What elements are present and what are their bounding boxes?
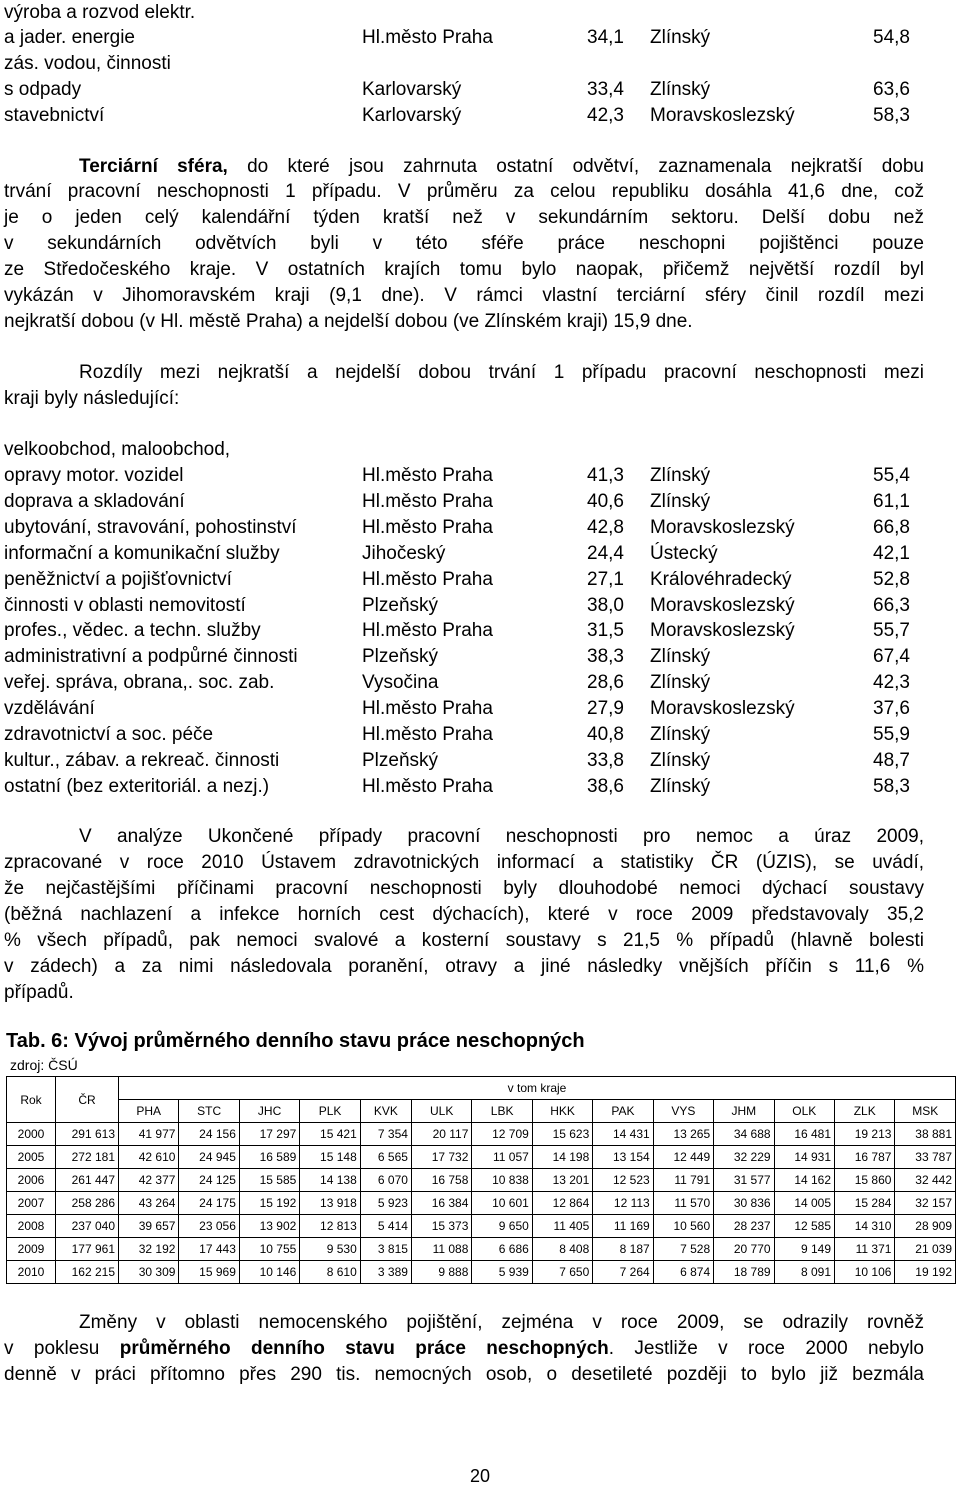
- sector-row: [4, 698, 924, 722]
- min-value: 40,8: [587, 724, 624, 745]
- sector-row: [4, 569, 924, 593]
- min-value: 42,8: [587, 517, 624, 538]
- max-region: Zlínský: [650, 491, 711, 512]
- region-value-cell: 15 421: [300, 1123, 360, 1146]
- paragraph-line: denně v práci přítomno přes 290 tis. nemocných osob, o desetileté později to bylo již bezmála: [4, 1364, 924, 1385]
- paragraph-line: nejkratší dobou (v Hl. městě Praha) a nejdelší dobou (ve Zlínském kraji) 15,9 dne.: [4, 311, 693, 332]
- region-value-cell: 14 162: [774, 1169, 834, 1192]
- column-group-header: v tom kraje: [119, 1077, 956, 1100]
- table-header-row: [7, 1100, 956, 1123]
- min-region: Plzeňský: [362, 595, 439, 616]
- region-value-cell: 11 405: [532, 1215, 592, 1238]
- region-value-cell: 6 686: [472, 1238, 532, 1261]
- max-value: 58,3: [873, 776, 910, 797]
- table-row: [7, 1215, 956, 1238]
- max-region: Ústecký: [650, 543, 718, 564]
- region-value-cell: 6 565: [360, 1146, 411, 1169]
- region-value-cell: 12 813: [300, 1215, 360, 1238]
- region-value-cell: 13 902: [239, 1215, 299, 1238]
- sector-label: informační a komunikační služby: [4, 543, 280, 564]
- region-value-cell: 32 192: [119, 1238, 179, 1261]
- table-row: [7, 1192, 956, 1215]
- min-region: Hl.město Praha: [362, 27, 493, 48]
- min-value: 41,3: [587, 465, 624, 486]
- region-value-cell: 24 175: [179, 1192, 239, 1215]
- region-value-cell: 15 623: [532, 1123, 592, 1146]
- region-value-cell: 13 154: [593, 1146, 653, 1169]
- min-region: Jihočeský: [362, 543, 446, 564]
- sector-row: [4, 672, 924, 696]
- sector-row: [4, 27, 924, 51]
- min-value: 28,6: [587, 672, 624, 693]
- column-header-region: LBK: [472, 1100, 532, 1123]
- region-value-cell: 10 560: [653, 1215, 713, 1238]
- region-value-cell: 8 091: [774, 1261, 834, 1284]
- region-value-cell: 9 149: [774, 1238, 834, 1261]
- max-value: 58,3: [873, 105, 910, 126]
- region-value-cell: 24 125: [179, 1169, 239, 1192]
- cr-total-cell: 261 447: [56, 1169, 119, 1192]
- region-value-cell: 5 939: [472, 1261, 532, 1284]
- column-header-cr: ČR: [56, 1077, 119, 1123]
- min-value: 42,3: [587, 105, 624, 126]
- region-value-cell: 14 931: [774, 1146, 834, 1169]
- sector-row: [4, 750, 924, 774]
- max-value: 63,6: [873, 79, 910, 100]
- max-value: 66,3: [873, 595, 910, 616]
- table-row: [7, 1261, 956, 1284]
- paragraph-line: % všech případů, pak nemoci svalové a kosterní soustavy s 21,5 % případů (hlavně bolesti: [4, 930, 924, 951]
- column-header-region: OLK: [774, 1100, 834, 1123]
- region-value-cell: 16 481: [774, 1123, 834, 1146]
- sector-row: [4, 646, 924, 670]
- cr-total-cell: 272 181: [56, 1146, 119, 1169]
- sector-label: s odpady: [4, 79, 82, 100]
- region-value-cell: 12 523: [593, 1169, 653, 1192]
- sector-row: [4, 724, 924, 748]
- table-row: [7, 1146, 956, 1169]
- sector-label: velkoobchod, maloobchod,: [4, 439, 231, 460]
- region-value-cell: 7 650: [532, 1261, 592, 1284]
- max-region: Zlínský: [650, 776, 711, 797]
- region-value-cell: 12 864: [532, 1192, 592, 1215]
- paragraph-line: v poklesu průměrného denního stavu práce neschopných. Jestliže v roce 2000 nebylo: [4, 1338, 925, 1359]
- region-value-cell: 11 088: [411, 1238, 471, 1261]
- max-value: 42,3: [873, 672, 910, 693]
- cr-total-cell: 162 215: [56, 1261, 119, 1284]
- region-value-cell: 20 117: [411, 1123, 471, 1146]
- region-value-cell: 28 909: [895, 1215, 956, 1238]
- sector-label: opravy motor. vozidel: [4, 465, 184, 486]
- min-value: 33,8: [587, 750, 624, 771]
- region-value-cell: 41 977: [119, 1123, 179, 1146]
- region-value-cell: 32 157: [895, 1192, 956, 1215]
- region-value-cell: 16 589: [239, 1146, 299, 1169]
- column-header-region: KVK: [360, 1100, 411, 1123]
- bold-term: Terciární sféra,: [79, 156, 228, 177]
- region-value-cell: 17 443: [179, 1238, 239, 1261]
- region-value-cell: 12 709: [472, 1123, 532, 1146]
- region-value-cell: 11 570: [653, 1192, 713, 1215]
- sector-row: [4, 465, 924, 489]
- min-region: Hl.město Praha: [362, 698, 493, 719]
- year-cell: 2000: [7, 1123, 56, 1146]
- min-value: 24,4: [587, 543, 624, 564]
- region-value-cell: 15 284: [835, 1192, 895, 1215]
- sector-label: zás. vodou, činnosti: [4, 53, 171, 74]
- region-value-cell: 6 874: [653, 1261, 713, 1284]
- paragraph-line: vykázán v Jihomoravském kraji (9,1 dne). V rámci vlastní terciární sféry činil rozdíl mezi: [4, 285, 924, 306]
- min-region: Hl.město Praha: [362, 724, 493, 745]
- paragraph-line: V analýze Ukončené případy pracovní neschopnosti pro nemoc a úraz 2009,: [79, 826, 924, 847]
- min-value: 34,1: [587, 27, 624, 48]
- column-header-region: MSK: [895, 1100, 956, 1123]
- region-value-cell: 15 192: [239, 1192, 299, 1215]
- region-value-cell: 11 169: [593, 1215, 653, 1238]
- region-value-cell: 21 039: [895, 1238, 956, 1261]
- region-value-cell: 15 148: [300, 1146, 360, 1169]
- region-value-cell: 14 431: [593, 1123, 653, 1146]
- max-region: Zlínský: [650, 79, 711, 100]
- min-value: 40,6: [587, 491, 624, 512]
- region-value-cell: 14 198: [532, 1146, 592, 1169]
- min-region: Vysočina: [362, 672, 439, 693]
- sick-leave-table: [6, 1076, 956, 1284]
- min-region: Karlovarský: [362, 79, 462, 100]
- sector-label: veřej. správa, obrana,. soc. zab.: [4, 672, 275, 693]
- region-value-cell: 16 384: [411, 1192, 471, 1215]
- region-value-cell: 43 264: [119, 1192, 179, 1215]
- min-region: Plzeňský: [362, 646, 439, 667]
- min-value: 27,1: [587, 569, 624, 590]
- max-region: Královéhradecký: [650, 569, 792, 590]
- table-row: [7, 1123, 956, 1146]
- table-source: zdroj: ČSÚ: [10, 1057, 78, 1073]
- max-value: 55,7: [873, 620, 910, 641]
- sector-label: činnosti v oblasti nemovitostí: [4, 595, 246, 616]
- sector-row: [4, 543, 924, 567]
- table-row: [7, 1238, 956, 1261]
- region-value-cell: 14 310: [835, 1215, 895, 1238]
- max-value: 55,9: [873, 724, 910, 745]
- region-value-cell: 15 585: [239, 1169, 299, 1192]
- region-value-cell: 8 408: [532, 1238, 592, 1261]
- region-value-cell: 16 787: [835, 1146, 895, 1169]
- region-value-cell: 8 610: [300, 1261, 360, 1284]
- max-value: 55,4: [873, 465, 910, 486]
- region-value-cell: 23 056: [179, 1215, 239, 1238]
- cr-total-cell: 291 613: [56, 1123, 119, 1146]
- max-value: 48,7: [873, 750, 910, 771]
- region-value-cell: 39 657: [119, 1215, 179, 1238]
- sector-label: ubytování, stravování, pohostinství: [4, 517, 297, 538]
- table-title: Tab. 6: Vývoj průměrného denního stavu práce neschopných: [6, 1030, 585, 1052]
- region-value-cell: 20 770: [714, 1238, 774, 1261]
- max-value: 54,8: [873, 27, 910, 48]
- region-value-cell: 10 106: [835, 1261, 895, 1284]
- max-value: 52,8: [873, 569, 910, 590]
- paragraph-line: v sekundárních odvětvích byli v této sféře práce neschopni pojištěnci pouze: [4, 233, 924, 254]
- region-value-cell: 12 449: [653, 1146, 713, 1169]
- region-value-cell: 17 297: [239, 1123, 299, 1146]
- region-value-cell: 10 146: [239, 1261, 299, 1284]
- min-value: 38,3: [587, 646, 624, 667]
- region-value-cell: 3 389: [360, 1261, 411, 1284]
- paragraph-line: Terciární sféra, do které jsou zahrnuta ostatní odvětví, zaznamenala nejkratší dobu: [79, 156, 925, 177]
- min-region: Hl.město Praha: [362, 776, 493, 797]
- min-region: Hl.město Praha: [362, 569, 493, 590]
- region-value-cell: 24 156: [179, 1123, 239, 1146]
- min-value: 33,4: [587, 79, 624, 100]
- region-value-cell: 24 945: [179, 1146, 239, 1169]
- max-region: Zlínský: [650, 27, 711, 48]
- region-value-cell: 14 138: [300, 1169, 360, 1192]
- max-region: Zlínský: [650, 465, 711, 486]
- max-value: 66,8: [873, 517, 910, 538]
- region-value-cell: 11 057: [472, 1146, 532, 1169]
- cr-total-cell: 258 286: [56, 1192, 119, 1215]
- max-value: 37,6: [873, 698, 910, 719]
- min-value: 38,6: [587, 776, 624, 797]
- paragraph-line: Změny v oblasti nemocenského pojištění, zejména v roce 2009, se odrazily rovněž: [79, 1312, 924, 1333]
- sector-label: peněžnictví a pojišťovnictví: [4, 569, 232, 590]
- paragraph-line: že nejčastějšími příčinami pracovní neschopnosti byly dlouhodobé nemoci dýchací soustavy: [4, 878, 924, 899]
- paragraph-line: trvání pracovní neschopnosti 1 případu. V průměru za celou republiku dosáhla 41,6 dne, což: [4, 181, 924, 202]
- region-value-cell: 3 815: [360, 1238, 411, 1261]
- sector-row: [4, 79, 924, 103]
- region-value-cell: 31 577: [714, 1169, 774, 1192]
- min-region: Hl.město Praha: [362, 465, 493, 486]
- column-header-region: JHM: [714, 1100, 774, 1123]
- region-value-cell: 9 530: [300, 1238, 360, 1261]
- sector-row: [4, 491, 924, 515]
- region-value-cell: 7 354: [360, 1123, 411, 1146]
- min-value: 31,5: [587, 620, 624, 641]
- min-region: Karlovarský: [362, 105, 462, 126]
- region-value-cell: 19 192: [895, 1261, 956, 1284]
- paragraph-line: případů.: [4, 982, 74, 1003]
- region-value-cell: 6 070: [360, 1169, 411, 1192]
- region-value-cell: 13 201: [532, 1169, 592, 1192]
- region-value-cell: 15 969: [179, 1261, 239, 1284]
- region-value-cell: 5 414: [360, 1215, 411, 1238]
- paragraph-line: v zádech) a za nimi následovala poranění, otravy a jiné následky vnějších příčin s 11,6 %: [4, 956, 924, 977]
- min-region: Plzeňský: [362, 750, 439, 771]
- sector-row: [4, 105, 924, 129]
- year-cell: 2007: [7, 1192, 56, 1215]
- sector-label: administrativní a podpůrné činnosti: [4, 646, 298, 667]
- max-region: Moravskoslezský: [650, 595, 795, 616]
- sector-label: ostatní (bez exteritoriál. a nezj.): [4, 776, 270, 797]
- year-cell: 2005: [7, 1146, 56, 1169]
- region-value-cell: 10 601: [472, 1192, 532, 1215]
- paragraph-line: Rozdíly mezi nejkratší a nejdelší dobou trvání 1 případu pracovní neschopnosti mezi: [79, 362, 924, 383]
- region-value-cell: 19 213: [835, 1123, 895, 1146]
- column-header-region: PHA: [119, 1100, 179, 1123]
- region-value-cell: 11 791: [653, 1169, 713, 1192]
- sector-label: zdravotnictví a soc. péče: [4, 724, 214, 745]
- region-value-cell: 32 229: [714, 1146, 774, 1169]
- paragraph-line: kraji byly následující:: [4, 388, 180, 409]
- paragraph-line: je o jeden celý kalendářní týden kratší než v sekundárním sektoru. Delší dobu než: [4, 207, 924, 228]
- region-value-cell: 30 836: [714, 1192, 774, 1215]
- region-value-cell: 10 838: [472, 1169, 532, 1192]
- region-value-cell: 12 585: [774, 1215, 834, 1238]
- max-region: Moravskoslezský: [650, 517, 795, 538]
- sector-label: stavebnictví: [4, 105, 105, 126]
- year-cell: 2010: [7, 1261, 56, 1284]
- region-value-cell: 38 881: [895, 1123, 956, 1146]
- year-cell: 2006: [7, 1169, 56, 1192]
- max-region: Zlínský: [650, 672, 711, 693]
- region-value-cell: 15 860: [835, 1169, 895, 1192]
- sector-row: [4, 517, 924, 541]
- column-header-region: JHC: [239, 1100, 299, 1123]
- year-cell: 2009: [7, 1238, 56, 1261]
- min-value: 27,9: [587, 698, 624, 719]
- max-value: 42,1: [873, 543, 910, 564]
- paragraph-line: (běžná nachlazení a infekce horních cest dýchacích), které v roce 2009 představovaly 35,2: [4, 904, 924, 925]
- sector-label: vzdělávání: [4, 698, 95, 719]
- region-value-cell: 18 789: [714, 1261, 774, 1284]
- year-cell: 2008: [7, 1215, 56, 1238]
- region-value-cell: 7 264: [593, 1261, 653, 1284]
- sector-row: [4, 776, 924, 800]
- min-region: Hl.město Praha: [362, 620, 493, 641]
- region-value-cell: 9 650: [472, 1215, 532, 1238]
- min-region: Hl.město Praha: [362, 491, 493, 512]
- sector-row: [4, 620, 924, 644]
- region-value-cell: 5 923: [360, 1192, 411, 1215]
- max-value: 67,4: [873, 646, 910, 667]
- column-header-region: VYS: [653, 1100, 713, 1123]
- sector-label: doprava a skladování: [4, 491, 185, 512]
- min-value: 38,0: [587, 595, 624, 616]
- region-value-cell: 30 309: [119, 1261, 179, 1284]
- column-header-region: STC: [179, 1100, 239, 1123]
- region-value-cell: 7 528: [653, 1238, 713, 1261]
- column-header-region: ULK: [411, 1100, 471, 1123]
- table-header-row: [7, 1077, 956, 1100]
- min-region: Hl.město Praha: [362, 517, 493, 538]
- region-value-cell: 12 113: [593, 1192, 653, 1215]
- column-header-region: PAK: [593, 1100, 653, 1123]
- region-value-cell: 28 237: [714, 1215, 774, 1238]
- column-header-region: HKK: [532, 1100, 592, 1123]
- region-value-cell: 13 918: [300, 1192, 360, 1215]
- region-value-cell: 42 610: [119, 1146, 179, 1169]
- region-value-cell: 14 005: [774, 1192, 834, 1215]
- bold-term: průměrného denního stavu práce neschopných: [119, 1338, 609, 1359]
- sector-label: výroba a rozvod elektr.: [4, 2, 196, 23]
- max-region: Zlínský: [650, 750, 711, 771]
- region-value-cell: 10 755: [239, 1238, 299, 1261]
- max-region: Moravskoslezský: [650, 620, 795, 641]
- region-value-cell: 13 265: [653, 1123, 713, 1146]
- sector-label: kultur., zábav. a rekreač. činnosti: [4, 750, 280, 771]
- max-region: Zlínský: [650, 646, 711, 667]
- region-value-cell: 8 187: [593, 1238, 653, 1261]
- region-value-cell: 16 758: [411, 1169, 471, 1192]
- region-value-cell: 15 373: [411, 1215, 471, 1238]
- cr-total-cell: 177 961: [56, 1238, 119, 1261]
- max-region: Moravskoslezský: [650, 105, 795, 126]
- page-number: 20: [469, 1466, 491, 1486]
- region-value-cell: 17 732: [411, 1146, 471, 1169]
- column-header-year: Rok: [7, 1077, 56, 1123]
- region-value-cell: 42 377: [119, 1169, 179, 1192]
- region-value-cell: 32 442: [895, 1169, 956, 1192]
- region-value-cell: 9 888: [411, 1261, 471, 1284]
- cr-total-cell: 237 040: [56, 1215, 119, 1238]
- max-value: 61,1: [873, 491, 910, 512]
- table-row: [7, 1169, 956, 1192]
- paragraph-line: ze Středočeského kraje. V ostatních krajích tomu bylo naopak, přičemž největší rozdíl byl: [4, 259, 924, 280]
- column-header-region: PLK: [300, 1100, 360, 1123]
- region-value-cell: 33 787: [895, 1146, 956, 1169]
- max-region: Moravskoslezský: [650, 698, 795, 719]
- column-header-region: ZLK: [835, 1100, 895, 1123]
- sector-label: profes., vědec. a techn. služby: [4, 620, 261, 641]
- max-region: Zlínský: [650, 724, 711, 745]
- sector-row: [4, 595, 924, 619]
- region-value-cell: 11 371: [835, 1238, 895, 1261]
- region-value-cell: 34 688: [714, 1123, 774, 1146]
- sector-label: a jader. energie: [4, 27, 135, 48]
- paragraph-line: zpracované v roce 2010 Ústavem zdravotnických informací a statistiky ČR (ÚZIS), se uvádí,: [4, 852, 924, 873]
